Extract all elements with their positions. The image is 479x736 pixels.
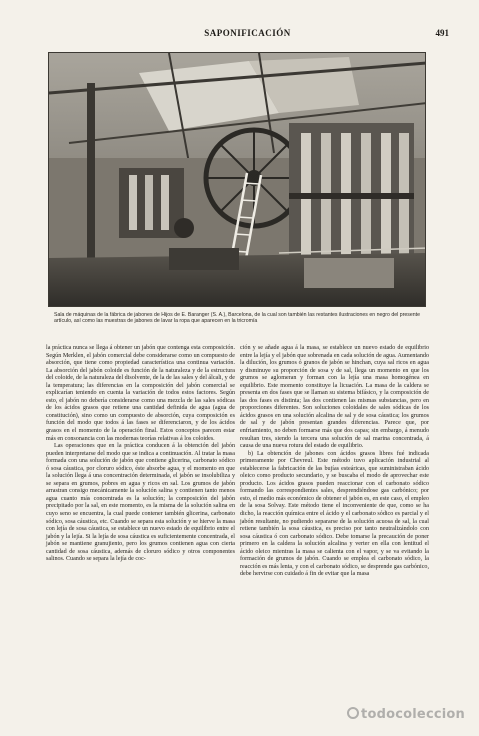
paragraph: b) La obtención de jabones con ácidos grasos libres fué indicada primeramente por Chevreul. Este método tuvo aplicación industrial al establecerse la fabricación de las bujías esteáricas, que suministraban ácido oleico como producto secundario, y se buscaba el modo de aprovechar este producto. Los ácidos grasos pueden reaccionar con el carbonato sódico formando las correspondientes sales, desprendiéndose gas carbónico; por esto, el medio más económico de obtener el jabón es, en este caso, el empleo de la sosa Solvay. Este método tiene el inconveniente de que, como se ha dicho, la reacción química entre el ácido y el carbonato sódico es parcial y el jabón resultante, no pudiendo separarse de la solución acuosa de sal, la cual retiene también la sosa cáustica, es preciso por tanto neutralizándolo con sosa cáustica ó con carbonato sódico. Debe tomarse la precaución de poner primero en la caldera la solución alcalina y verter en ella con lentitud el ácido oleico mientras la masa se calienta con el vapor, y se va evitando la formación de grumos de jabón. Cuando se emplea el carbonato sódico, la reacción es más lenta, y con el carbonato sódico, se desprende gas carbónico, debe hervirse con cuidado á fin de evitar que la masa (240, 450, 429, 578)
paragraph: la práctica nunca se llega á obtener un jabón que contenga esta composición. Según Merklen, el jabón comercial debe considerarse como un compuesto de absorción, que tiene como propiedad característica una continua variación. La absorción del jabón coloide es función de la naturaleza y de la estructura del coloide, de la naturaleza del disolvente, de la de las sales y del álcali, y de la temperatura; las diferencias en la composición del jabón comercial se explicarían teniendo en cuenta la variación de todos estos factores. Según esto, el jabón no debería considerarse como una mezcla de las sales sódicas de los ácidos grasos que retiene una cantidad definida de agua (agua de constitución), sino como un compuesto de absorción, cuya composición es función del modo que todos á las fases se diferenciaron, y de los ácidos grasos en el momento de la operación final. Estos conceptos parecen estar más en consonancia con las modernas teorías relativas á los coloides. (46, 345, 235, 442)
paragraph: Las operaciones que en la práctica conducen á la obtención del jabón pueden interpretarse del modo que se indica a continuación. Al tratar la masa formada con una solución de jabón que contiene glicerina, carbonato sódico ó sosa cáustica, por cloruro sódico, éste absorbe agua, y el momento en que la solución llega á una concentración determinada, el jabón se insolubiliza y se separa en grumos, pobres en agua y ricos en sal. Los grumos de jabón arrastran consigo mecánicamente la solución salina y contienen tanto menos agua cuanto más concentrada es la solución; la composición del jabón precipitado por la sal, en este momento, es la misma de la solución salina en cuyo seno se encuentra, la cual puede contener también glicerina, carbonato sódico, sosa cáustica, etc. Cuando se separa esta solución y se hierve la masa con lejía de sosa cáustica, se establece un nuevo estado de equilibrio entre el jabón y la lejía. Si la lejía de sosa cáustica es suficientemente concentrada, el jabón se mantiene granujiento, pero los grumos contienen agua con cierta cantidad de sosa cáustica, además de cloruro sódico y otros componentes salinos. Cuando se separa la lejía de coc- (46, 443, 235, 563)
figure-caption: Sala de máquinas de la fábrica de jabones de Hijos de E. Baranger (S. A.), Barcelona, de la cual son también las restantes ilustraciones en negro del presente artículo, así como las muestras de jabones de lavar la ropa que aparecen en la tricromía (54, 312, 420, 325)
text-column-left (46, 345, 235, 564)
machine-room-photo (48, 52, 426, 307)
watermark (347, 707, 465, 722)
paragraph: ción y se añade agua á la masa, se establece un nuevo estado de equilibrio entre la lejía y el jabón que sobrenada en cada solución de agua. Aumentando la dilución, los grumos ó granos de jabón se hinchan, cuya sal ricos en agua y disminuye su proporción de sosa y de sal, llega un momento en que los grumos se aglomeran y forman con la lejía una masa homogénea en equilibrio. Este momento constituye la licuación. La masa de la caldera se presenta en dos fases que se llaman su sistema bifásico, y la composición de las dos fases es distinta; las dos contienen las mismas substancias, pero en proporciones diferentes. Son soluciones coloidales de sales sódicas de los ácidos grasos en una solución alcalina de sal y de sosa cáustica; los grumos de sal y de jabón presentan grandes diferencias. Parece que, por enfriamiento, no deben formarse más que dos capas; sin embargo, á menudo resultan tres, siendo la tercera una solución de sal marina concentrada, á causa de una nueva rotura del estado de equilibrio. (240, 345, 429, 450)
section-title: SAPONIFICACIÓN (204, 28, 291, 38)
page-number: 491 (435, 28, 449, 38)
watermark-logo-icon (347, 707, 359, 719)
watermark-text: todocoleccion (361, 707, 465, 722)
text-column-right (240, 345, 429, 579)
running-header (46, 28, 449, 42)
